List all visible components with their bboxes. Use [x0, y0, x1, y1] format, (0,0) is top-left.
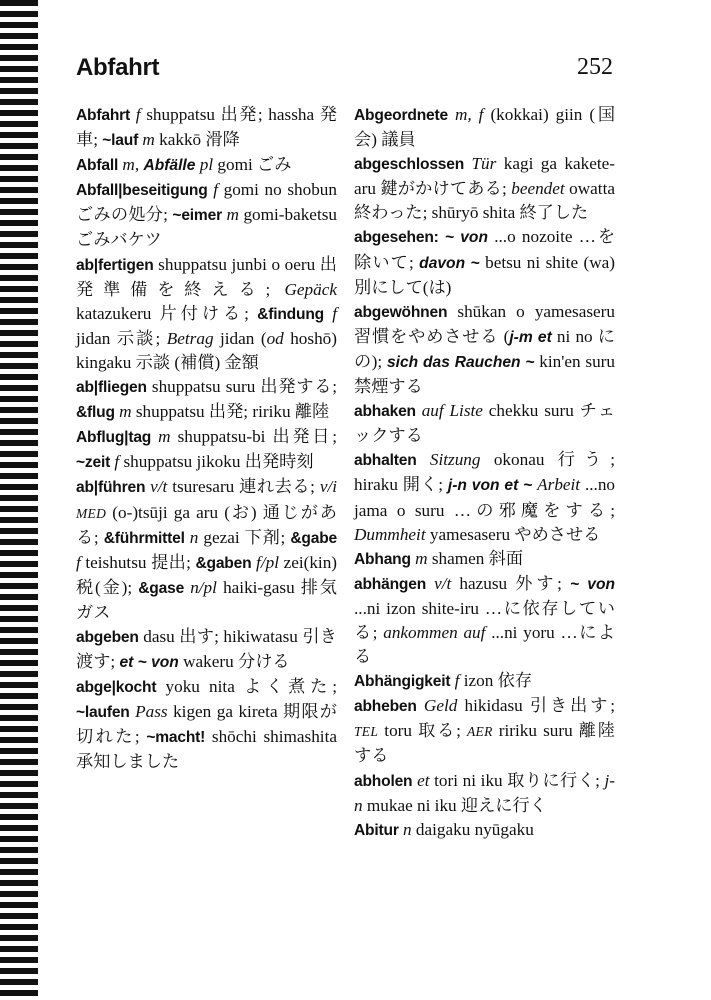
entry-text: betsu ni shite (wa) 別にして(は): [354, 252, 615, 297]
headword: abhaken: [354, 403, 416, 421]
headword: Abitur: [354, 821, 399, 839]
grammar-label: m: [122, 155, 135, 175]
grammar-label: m, f: [454, 105, 484, 124]
subentry-headword: &gabe: [290, 529, 338, 547]
dictionary-entry: [354, 547, 615, 572]
guide-word: Abfahrt: [76, 54, 160, 81]
entry-text: wakeru 分ける: [178, 652, 290, 672]
entry-text: haiki-gasu 排気ガス: [76, 577, 337, 622]
entry-text: jidan (: [213, 328, 267, 348]
entry-text: owatta 終わった; shūryō shita 終了した: [354, 179, 615, 223]
entry-text: gomi-baketsu ごみバケツ: [76, 205, 337, 250]
domain-label: MED: [76, 505, 107, 521]
grammar-label: m: [119, 402, 132, 422]
entry-text: yoku nita よく煮た;: [156, 677, 337, 697]
headword: ab|fliegen: [76, 379, 147, 397]
headword: abgewöhnen: [354, 303, 448, 321]
entry-text: ni no にの);: [354, 326, 615, 371]
entry-text: ...no jama o suru …の邪魔をする;: [354, 475, 616, 520]
entry-text: tori ni iku 取りに行く;: [429, 770, 605, 790]
right-column: [354, 103, 615, 843]
headword: Abhang: [354, 550, 411, 568]
subentry-headword: ~laufen: [76, 704, 130, 722]
headword: abhängen: [354, 575, 427, 593]
dictionary-entry: [354, 818, 615, 843]
entry-text: kin'en suru 禁煙する: [354, 351, 615, 397]
phrase: j-m et: [509, 328, 552, 346]
usage-label: Sitzung: [429, 450, 481, 470]
subentry-headword: &flug: [76, 404, 115, 422]
entry-text: shuppatsu-bi 出発日;: [170, 427, 337, 447]
thumb-index-stripes: [0, 0, 38, 1000]
domain-label: TEL: [354, 724, 379, 740]
entry-text: chekku suru チェックする: [354, 401, 616, 446]
headword: Abgeordnete: [354, 107, 448, 124]
dictionary-entry: [354, 399, 615, 448]
grammar-label: f: [135, 105, 141, 124]
phrase: j-n von et ~: [447, 477, 533, 495]
headword: abheben: [354, 698, 417, 716]
headword: ab|führen: [76, 479, 146, 497]
dictionary-entry: [354, 225, 615, 299]
grammar-label: n: [403, 819, 412, 839]
headword: abgeben: [76, 628, 139, 646]
usage-label: beendet: [511, 179, 565, 199]
entry-text: [324, 304, 332, 323]
entry-text: teishutsu 提出;: [80, 552, 196, 572]
entry-text: shūkan o yamesaseru 習慣をやめさせる (: [354, 301, 615, 346]
grammar-label: f: [332, 303, 338, 323]
usage-label: Dummheit: [354, 524, 426, 544]
usage-label: Tür: [471, 154, 497, 174]
dictionary-entry: [76, 153, 337, 178]
phrase: davon ~: [419, 254, 480, 272]
headword: abgesehen:: [354, 229, 439, 247]
dictionary-entry: [354, 694, 615, 768]
dictionary-entry: [354, 300, 615, 399]
usage-label: ankommen auf: [383, 622, 486, 642]
grammar-label: pl: [195, 155, 214, 175]
headword: abgeschlossen: [354, 156, 465, 174]
entry-text: ,: [134, 155, 144, 175]
dictionary-entry: [354, 769, 615, 818]
page-number: 252: [577, 54, 613, 80]
dictionary-entry: [76, 475, 337, 625]
entry-text: kigen ga kireta 期限が切れた;: [76, 702, 337, 747]
entry-text: yamesaseru やめさせる: [425, 524, 601, 544]
left-column: [76, 103, 337, 775]
dictionary-entry: [76, 625, 337, 675]
entry-text: toru 取る;: [378, 721, 468, 741]
usage-label: Pass: [135, 702, 168, 722]
entry-text: shuppatsu 出発; hassha 発車;: [76, 105, 337, 150]
phrase: ~ von: [444, 229, 488, 247]
entry-text: shuppatsu 出発; ririku 離陸: [131, 402, 330, 422]
entry-text: (o-)tsūji ga aru (お) 通じがある;: [76, 502, 337, 547]
entry-text: gezai 下剤;: [198, 527, 291, 547]
dictionary-entry: [76, 675, 337, 774]
entry-text: shamen 斜面: [427, 548, 524, 568]
entry-text: jidan 示談;: [76, 328, 167, 348]
subentry-headword: ~zeit: [76, 454, 111, 472]
usage-label: auf Liste: [421, 401, 483, 421]
grammar-label: v/i: [319, 477, 337, 497]
dictionary-entry: [76, 375, 337, 425]
dictionary-entry: [354, 669, 615, 694]
grammar-label: v/t: [434, 573, 452, 593]
usage-label: et: [417, 770, 430, 790]
dictionary-entry: [76, 253, 337, 375]
dictionary-entry: [76, 425, 337, 475]
grammar-label: m: [158, 427, 171, 447]
entry-text: shuppatsu junbi o oeru 出発準備を終える;: [76, 254, 337, 299]
subentry-headword: &gase: [138, 579, 185, 597]
entry-text: [464, 154, 471, 173]
headword: Abfall|beseitigung: [76, 182, 208, 200]
entry-text: ...ni izon shite-iru …に依存している;: [354, 598, 615, 642]
headword: Abfahrt: [76, 107, 131, 124]
subentry-headword: ~macht!: [146, 729, 206, 747]
grammar-label: n: [189, 527, 199, 547]
subentry-headword: &gaben: [195, 554, 252, 572]
dictionary-entry: [76, 178, 337, 252]
entry-text: ...ni yoru …による: [354, 622, 616, 667]
entry-text: ririku suru 離陸する: [354, 721, 615, 766]
headword: abge|kocht: [76, 679, 157, 697]
subentry-headword: ~lauf: [102, 132, 139, 150]
usage-label: Arbeit: [537, 475, 581, 495]
entry-text: [448, 105, 455, 124]
headword: ab|fertigen: [76, 256, 154, 274]
entry-text: daigaku nyūgaku: [411, 819, 534, 839]
grammar-label: f: [76, 552, 81, 572]
headword: Abfall: [76, 157, 119, 175]
headword: Abhängigkeit: [354, 673, 451, 691]
phrase: et ~ von: [119, 654, 179, 672]
usage-label: j-n: [354, 770, 616, 815]
phrase: sich das Rauchen ~: [386, 353, 535, 371]
entry-text: okonau 行う; hiraku 開く;: [354, 450, 616, 495]
grammar-label: m: [142, 130, 155, 150]
usage-label: Betrag: [166, 328, 214, 348]
entry-text: tsuresaru 連れ去る;: [167, 477, 320, 497]
grammar-label: m: [415, 548, 428, 568]
entry-text: shuppatsu jikoku 出発時刻: [119, 452, 314, 472]
entry-text: katazukeru 片付ける;: [76, 303, 258, 323]
subentry-headword: &findung: [257, 305, 324, 323]
grammar-label: f: [213, 180, 218, 200]
subentry-headword: ~eimer: [172, 207, 222, 225]
entry-text: izon 依存: [459, 671, 533, 691]
entry-text: shuppatsu suru 出発する;: [146, 377, 337, 397]
dictionary-entry: [354, 448, 615, 546]
entry-text: mukae ni iku 迎えに行く: [362, 795, 547, 815]
grammar-label: v/t: [150, 477, 168, 497]
grammar-label: f: [454, 671, 460, 691]
entry-text: kakkō 滑降: [154, 130, 240, 150]
phrase: Abfälle: [143, 157, 196, 175]
dictionary-entry: [354, 103, 615, 152]
grammar-label: f: [114, 452, 120, 472]
headword: abholen: [354, 772, 413, 790]
dictionary-entry: [354, 152, 615, 225]
entry-text: dasu 出す; hikiwatasu 引き渡す;: [76, 626, 337, 672]
entry-text: hikidasu 引き出す;: [457, 696, 615, 716]
grammar-label: n/pl: [190, 577, 217, 597]
entry-text: hazusu 外す;: [451, 573, 571, 593]
domain-label: AER: [467, 724, 493, 740]
entry-text: kagi ga kakete-aru 鍵がかけてある;: [354, 154, 615, 199]
usage-label: Gepäck: [284, 279, 337, 299]
dictionary-entry: [76, 103, 337, 153]
entry-text: ...o nozoite …を除いて;: [354, 227, 616, 272]
headword: abhalten: [354, 452, 417, 470]
dictionary-entry: [354, 572, 615, 669]
entry-text: gomi no shobun ごみの処分;: [76, 180, 337, 225]
subentry-headword: &führmittel: [103, 529, 185, 547]
headword: Abflug|tag: [76, 429, 152, 447]
entry-text: hoshō) kingaku 示談 (補償) 金額: [76, 328, 337, 372]
grammar-label: m: [226, 205, 239, 225]
entry-text: gomi ごみ: [213, 155, 292, 175]
phrase: ~ von: [570, 575, 615, 593]
entry-text: shōchi shimashita 承知しました: [76, 727, 337, 772]
entry-text: (kokkai) giin (国会) 議員: [354, 105, 616, 150]
entry-text: [417, 450, 430, 469]
usage-label: od: [266, 328, 284, 348]
entry-text: [417, 696, 424, 715]
entry-text: [426, 574, 434, 593]
entry-text: zei(kin) 税(金);: [76, 552, 338, 597]
usage-label: Geld: [423, 696, 458, 716]
grammar-label: f/pl: [256, 552, 279, 572]
